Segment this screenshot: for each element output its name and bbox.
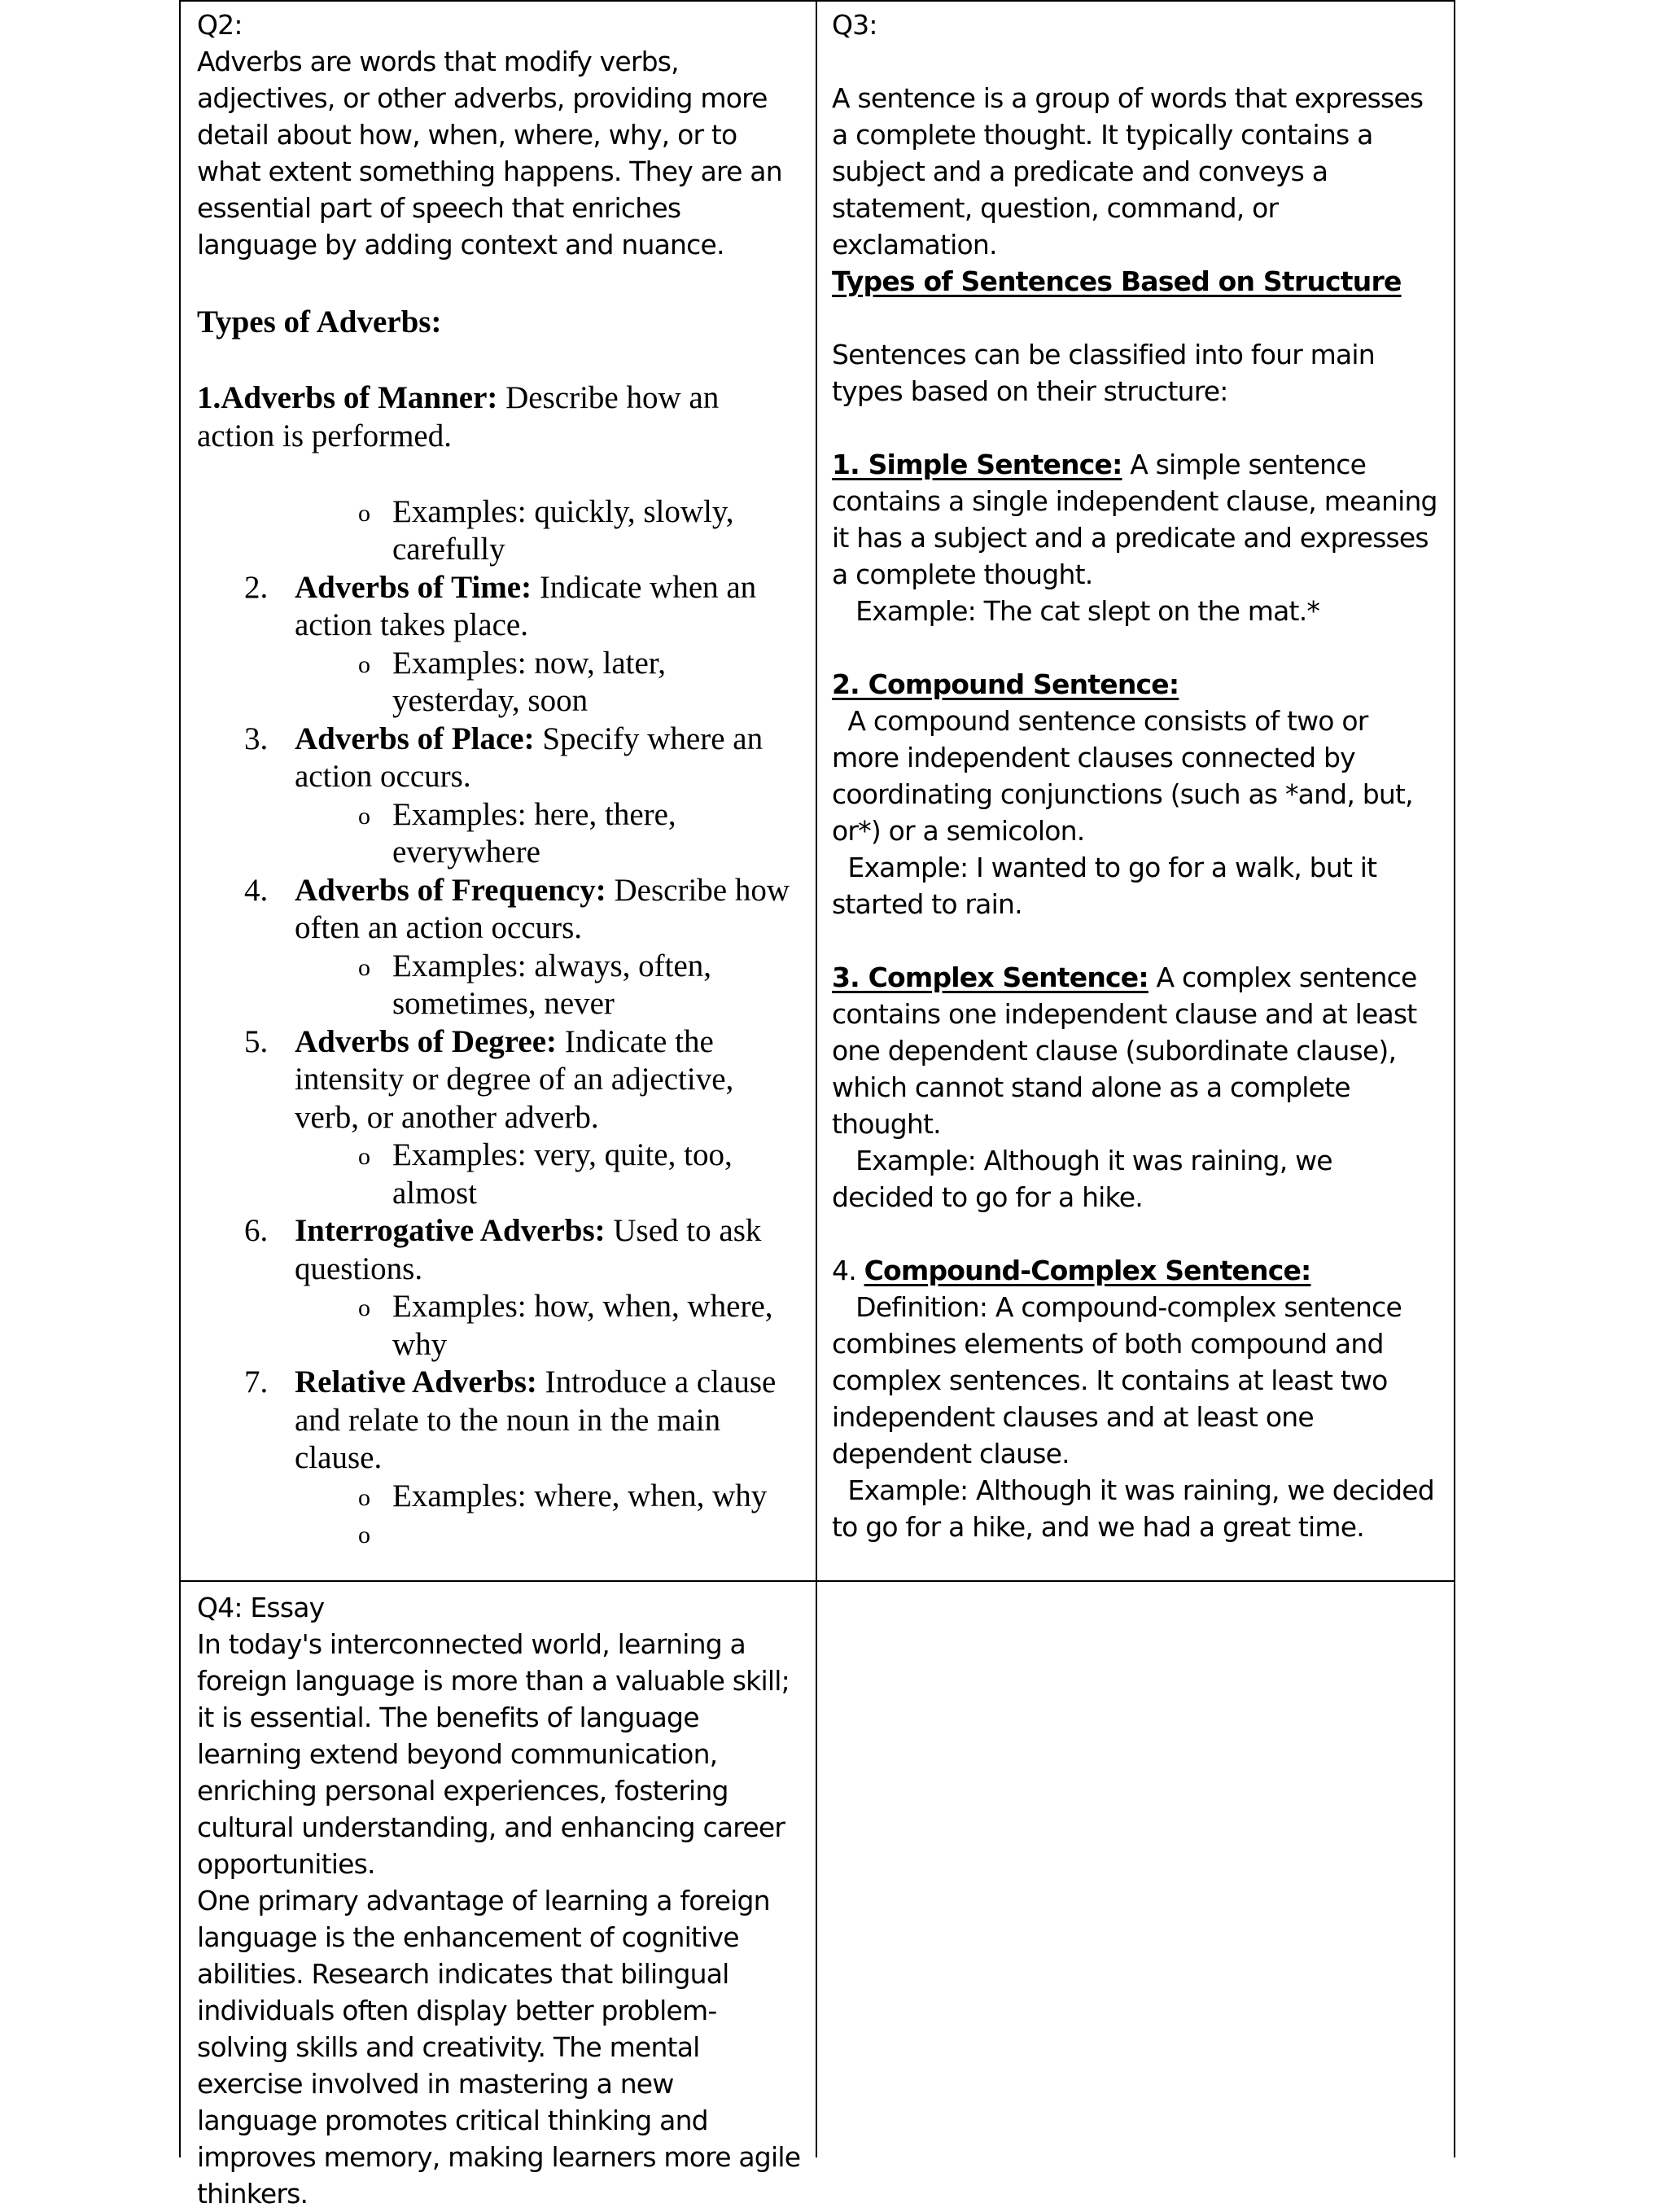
q4-paragraph-2: One primary advantage of learning a foreign language is the enhancement of cognitive abilities. Research indicates that bilingual individuals often display better problem-solving skills and creativity. The mental exercise involved in mastering a new language promotes critical thinking and improves memory, making learners more agile thinkers. bbox=[197, 1885, 801, 2210]
adverb-type-item bbox=[197, 721, 801, 796]
adverb-example: o Examples: here, there, everywhere bbox=[358, 796, 676, 869]
adverb-type-number: 5. bbox=[244, 1023, 269, 1059]
adverb-type-item bbox=[197, 872, 801, 948]
adverb-type-number: 4. bbox=[244, 872, 269, 908]
complex-sentence-example: Example: Although it was raining, we decided to go for a hike. bbox=[832, 1145, 1341, 1213]
simple-sentence-block: 1. Simple Sentence: A simple sentence contains a single independent clause, meaning it has a subject and a predicate and expresses a complete thought. bbox=[832, 449, 1437, 590]
adverb-type-item bbox=[197, 1212, 801, 1288]
complex-sentence-block: 3. Complex Sentence: A complex sentence contains one independent clause and at least one dependent clause (subordinate clause), which cannot stand alone as a complete thought. bbox=[832, 961, 1417, 1140]
q2-cell bbox=[181, 0, 816, 1579]
adverb-type-desc: Used to ask questions. bbox=[295, 1213, 762, 1286]
adverb-example: o Examples: where, when, why bbox=[197, 1478, 801, 1516]
adverb-type-desc: Specify where an action occurs. bbox=[295, 721, 763, 794]
q3-label: Q3: bbox=[832, 9, 877, 41]
adverb-type-desc: Describe how an action is performed. bbox=[197, 380, 720, 453]
bullet-circle-icon: o bbox=[358, 1294, 370, 1321]
compound-sentence-title: 2. Compound Sentence: bbox=[832, 668, 1179, 700]
compound-sentence-example: Example: I wanted to go for a walk, but it started to rain. bbox=[832, 852, 1385, 920]
bullet-circle-icon: o bbox=[358, 650, 370, 678]
adverb-type-item bbox=[197, 1364, 801, 1478]
adverb-type-desc: Describe how often an action occurs. bbox=[295, 872, 790, 945]
empty-cell bbox=[817, 1583, 1454, 2157]
bullet-circle-icon: o bbox=[358, 1483, 370, 1511]
table-row-divider bbox=[179, 1580, 1455, 1582]
complex-sentence-title: 3. Complex Sentence: bbox=[832, 961, 1149, 993]
compound-complex-example: Example: Although it was raining, we decided to go for a hike, and we had a great time. bbox=[832, 1474, 1442, 1543]
adverb-example: o Examples: always, often, sometimes, never bbox=[358, 948, 712, 1021]
bullet-circle-icon: o bbox=[358, 802, 370, 830]
adverb-type-number: 3. bbox=[244, 721, 269, 756]
adverb-type-title: Relative Adverbs: bbox=[295, 1364, 537, 1399]
q2-types-heading: Types of Adverbs: bbox=[197, 304, 442, 339]
q3-cell bbox=[817, 0, 1454, 1579]
q2-intro: Adverbs are words that modify verbs, adjectives, or other adverbs, providing more detail about how, when, where, why, or to what extent something happens. They are an essential part of speech that enriches language by adding context and nuance. bbox=[197, 46, 782, 261]
adverb-type-title: Adverbs of Degree: bbox=[295, 1023, 558, 1059]
simple-sentence-example: Example: The cat slept on the mat.* bbox=[832, 595, 1320, 627]
simple-sentence-title: 1. Simple Sentence: bbox=[832, 449, 1122, 480]
q4-paragraph-1: In today's interconnected world, learning a foreign language is more than a valuable skill; it is essential. The benefits of language learning extend beyond communication, enriching personal experiences, fostering cultural understanding, and enhancing career opportunities. bbox=[197, 1628, 790, 1880]
adverb-example: o Examples: now, later, yesterday, soon bbox=[358, 645, 666, 718]
bullet-circle-icon: o bbox=[358, 953, 370, 981]
adverb-example: o Examples: quickly, slowly, carefully bbox=[358, 493, 734, 567]
adverb-type-item bbox=[197, 569, 801, 645]
adverb-type-title: Adverbs of Place: bbox=[295, 721, 535, 756]
adverb-type-number: 7. bbox=[244, 1364, 269, 1399]
q2-label: Q2: bbox=[197, 9, 243, 41]
adverb-type-item bbox=[197, 379, 801, 455]
adverb-type-title: Interrogative Adverbs: bbox=[295, 1213, 606, 1248]
q3-structure-heading: Types of Sentences Based on Structure bbox=[832, 265, 1402, 297]
adverb-example: o Examples: very, quite, too, almost bbox=[358, 1137, 733, 1211]
compound-sentence-desc: A compound sentence consists of two or more independent clauses connected by coordinating conjunctions (such as *and, but, or*) or a semicolon. bbox=[832, 705, 1421, 847]
q3-intro: A sentence is a group of words that expresses a complete thought. It typically contains a subject and a predicate and conveys a statement, question, command, or exclamation. bbox=[832, 82, 1424, 261]
compound-complex-desc: Definition: A compound-complex sentence combines elements of both compound and complex sentences. It contains at least two independent clauses and at least one dependent clause. bbox=[832, 1291, 1410, 1470]
adverb-type-desc: Introduce a clause and relate to the noun in the main clause. bbox=[295, 1364, 777, 1475]
adverb-example-empty bbox=[197, 1515, 801, 1553]
adverb-type-title: Adverbs of Frequency: bbox=[295, 872, 606, 908]
bullet-circle-icon: o bbox=[358, 1522, 370, 1548]
q4-cell bbox=[181, 1583, 816, 2210]
adverb-type-number: 1. bbox=[197, 380, 221, 415]
adverb-example: o Examples: how, when, where, why bbox=[358, 1289, 773, 1362]
table-border-right bbox=[1454, 0, 1455, 2157]
adverb-type-desc: Indicate when an action takes place. bbox=[295, 569, 757, 642]
adverb-type-desc: Indicate the intensity or degree of an adjective, verb, or another adverb. bbox=[295, 1023, 734, 1135]
adverb-type-number: 2. bbox=[244, 569, 269, 605]
q4-label: Q4: Essay bbox=[197, 1592, 325, 1623]
compound-complex-heading: 4. Compound-Complex Sentence: bbox=[832, 1255, 1311, 1286]
bullet-circle-icon: o bbox=[358, 1143, 370, 1170]
bullet-circle-icon: o bbox=[358, 499, 370, 527]
adverb-type-number: 6. bbox=[244, 1213, 269, 1248]
adverb-type-title: Adverbs of Manner: bbox=[221, 380, 498, 415]
q3-classify: Sentences can be classified into four main types based on their structure: bbox=[832, 339, 1375, 407]
adverb-type-item bbox=[197, 1023, 801, 1137]
compound-complex-title: Compound-Complex Sentence: bbox=[864, 1255, 1311, 1286]
adverb-type-title: Adverbs of Time: bbox=[295, 569, 532, 605]
